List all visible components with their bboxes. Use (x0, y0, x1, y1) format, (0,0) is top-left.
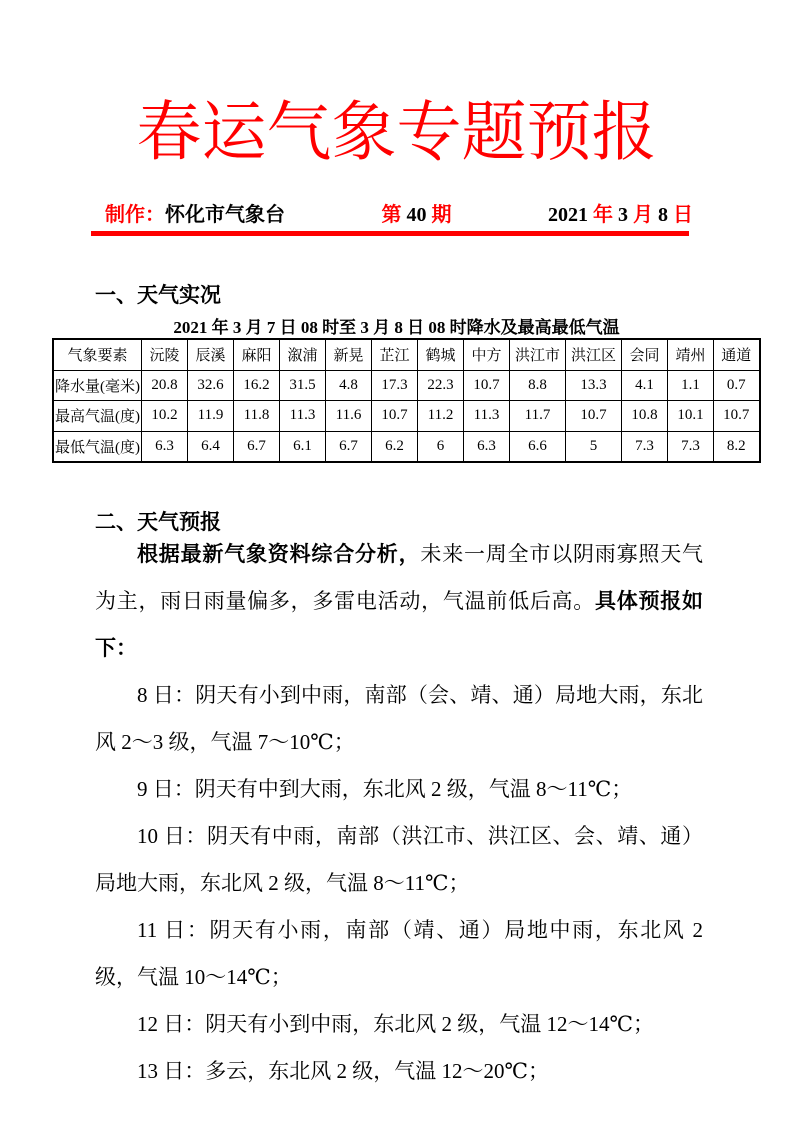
table-value-cell: 11.7 (510, 401, 566, 432)
maker-field (105, 198, 285, 227)
weather-table-caption: 2021 年 3 月 7 日 08 时至 3 月 8 日 08 时降水及最高最低气温 (173, 318, 620, 337)
table-value-cell: 7.3 (668, 431, 714, 462)
intro-bold-tail: 具体预报如下： (95, 590, 704, 660)
table-value-cell: 11.6 (326, 401, 372, 432)
table-value-cell: 22.3 (418, 370, 464, 401)
date-year-unit: 年 (588, 204, 618, 226)
forecast-paragraph: 11 日：阴天有小雨，南部（靖、通）局地中雨，东北风 2 级，气温 10～14℃； (95, 918, 703, 989)
table-value-cell: 0.7 (714, 370, 760, 401)
issue-number: 40 (406, 204, 427, 226)
forecast-paragraph: 9 日：阴天有中到大雨，东北风 2 级，气温 8～11℃； (137, 777, 633, 801)
table-value-cell: 6 (418, 431, 464, 462)
table-header-cell: 辰溪 (188, 339, 234, 370)
forecast-paragraph: 13 日：多云，东北风 2 级，气温 12～20℃； (137, 1059, 549, 1083)
table-header-cell: 芷江 (372, 339, 418, 370)
table-value-cell: 4.8 (326, 370, 372, 401)
table-value-cell: 10.8 (622, 401, 668, 432)
table-header-cell: 靖州 (668, 339, 714, 370)
table-header-cell: 中方 (464, 339, 510, 370)
table-value-cell: 4.1 (622, 370, 668, 401)
table-value-cell: 6.3 (464, 431, 510, 462)
table-value-cell: 1.1 (668, 370, 714, 401)
row-label-cell: 最低气温(度) (53, 431, 142, 462)
table-value-cell: 11.2 (418, 401, 464, 432)
table-header-cell: 气象要素 (53, 339, 142, 370)
masthead-row (105, 198, 693, 227)
table-value-cell: 6.4 (188, 431, 234, 462)
intro-bold-lead: 根据最新气象资料综合分析， (137, 543, 421, 566)
forecast-paragraph: 12 日：阴天有小到中雨，东北风 2 级，气温 12～14℃； (137, 1012, 654, 1036)
table-header-cell: 沅陵 (142, 339, 188, 370)
table-value-cell: 8.8 (510, 370, 566, 401)
table-value-cell: 7.3 (622, 431, 668, 462)
table-header-cell: 会同 (622, 339, 668, 370)
table-header-cell: 通道 (714, 339, 760, 370)
table-value-cell: 10.1 (668, 401, 714, 432)
table-row (53, 431, 760, 462)
document-title: 春运气象专题预报 (136, 97, 657, 169)
section-1-heading: 一、天气实况 (95, 284, 221, 307)
table-value-cell: 10.7 (372, 401, 418, 432)
table-value-cell: 10.7 (464, 370, 510, 401)
table-header-cell: 溆浦 (280, 339, 326, 370)
forecast-content (95, 531, 703, 1095)
table-value-cell: 5 (566, 431, 622, 462)
table-value-cell: 13.3 (566, 370, 622, 401)
table-value-cell: 16.2 (234, 370, 280, 401)
table-value-cell: 10.7 (566, 401, 622, 432)
maker-value: 怀化市气象台 (165, 204, 285, 226)
red-divider-rule (91, 231, 689, 236)
table-value-cell: 11.8 (234, 401, 280, 432)
issue-field (382, 198, 452, 227)
date-field (548, 198, 693, 227)
date-month: 3 (618, 204, 628, 226)
date-month-unit: 月 (628, 204, 658, 226)
table-value-cell: 8.2 (714, 431, 760, 462)
forecast-paragraph: 8 日：阴天有小到中雨，南部（会、靖、通）局地大雨，东北风 2～3 级，气温 7～10℃； (95, 683, 703, 754)
row-label-cell: 最高气温(度) (53, 401, 142, 432)
intro-body: 未来一周全市以阴雨寡照天气为主，雨日雨量偏多，多雷电活动，气温前低后高。 (95, 542, 704, 613)
weather-table (52, 338, 761, 463)
row-label-cell: 降水量(毫米) (53, 370, 142, 401)
section-2-heading: 二、天气预报 (95, 511, 221, 534)
table-value-cell: 6.2 (372, 431, 418, 462)
table-value-cell: 10.2 (142, 401, 188, 432)
forecast-paragraph: 10 日：阴天有中雨，南部（洪江市、洪江区、会、靖、通）局地大雨，东北风 2 级，气温 8～11℃； (95, 824, 703, 895)
table-row (53, 370, 760, 401)
issue-suffix: 期 (426, 204, 452, 226)
table-value-cell: 11.3 (280, 401, 326, 432)
table-value-cell: 6.7 (326, 431, 372, 462)
table-header-cell: 新晃 (326, 339, 372, 370)
table-value-cell: 11.3 (464, 401, 510, 432)
maker-label: 制作： (105, 204, 165, 226)
table-header-cell: 洪江市 (510, 339, 566, 370)
table-value-cell: 6.7 (234, 431, 280, 462)
forecast-intro-paragraph (95, 531, 703, 672)
table-value-cell: 32.6 (188, 370, 234, 401)
table-header-cell: 麻阳 (234, 339, 280, 370)
table-value-cell: 20.8 (142, 370, 188, 401)
date-day: 8 (658, 204, 668, 226)
table-header-cell: 鹤城 (418, 339, 464, 370)
table-value-cell: 6.6 (510, 431, 566, 462)
table-value-cell: 10.7 (714, 401, 760, 432)
table-header-cell: 洪江区 (566, 339, 622, 370)
date-day-unit: 日 (668, 204, 693, 226)
table-value-cell: 17.3 (372, 370, 418, 401)
table-header-row (53, 339, 760, 370)
table-value-cell: 6.1 (280, 431, 326, 462)
table-value-cell: 31.5 (280, 370, 326, 401)
table-value-cell: 6.3 (142, 431, 188, 462)
forecast-list (95, 672, 703, 1095)
date-year: 2021 (548, 204, 588, 226)
table-value-cell: 11.9 (188, 401, 234, 432)
table-row (53, 401, 760, 432)
issue-prefix: 第 (381, 204, 407, 226)
